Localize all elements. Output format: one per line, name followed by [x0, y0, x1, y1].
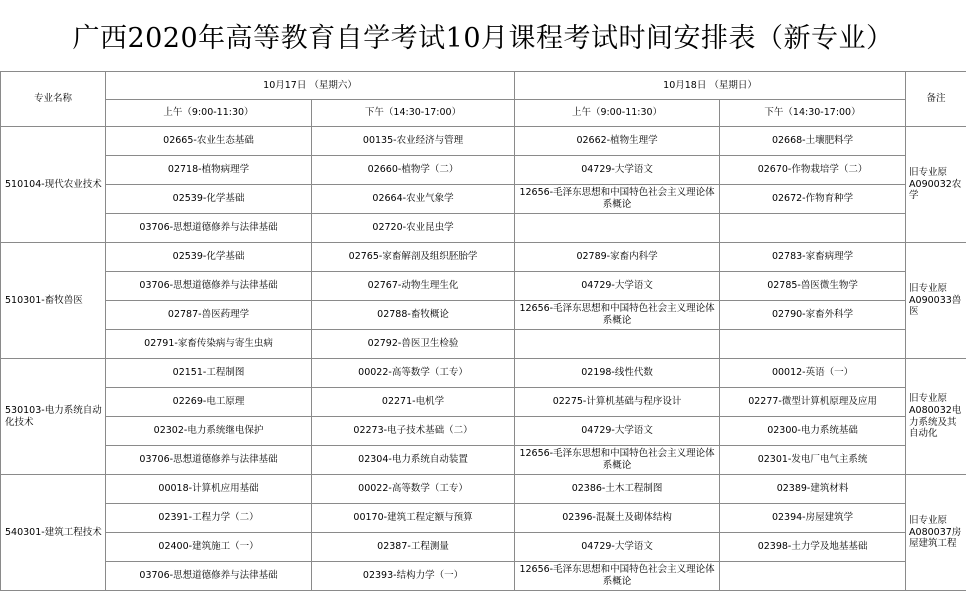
day2-am-exam: 02662-植物生理学 — [515, 127, 720, 156]
day1-am-exam: 02400-建筑施工（一） — [106, 533, 312, 562]
header-remarks: 备注 — [906, 72, 966, 127]
day2-am-exam — [515, 214, 720, 243]
page-title: 广西2020年高等教育自学考试10月课程考试时间安排表（新专业） — [72, 23, 894, 54]
major-name: 540301-建筑工程技术 — [1, 475, 106, 591]
day2-pm-exam: 02300-电力系统基础 — [720, 417, 906, 446]
day1-am-exam: 02302-电力系统继电保护 — [106, 417, 312, 446]
day2-pm-exam: 02301-发电厂电气主系统 — [720, 446, 906, 475]
day1-pm-exam: 02660-植物学（二） — [312, 156, 515, 185]
day1-pm-exam: 02664-农业气象学 — [312, 185, 515, 214]
day1-pm-exam: 02765-家畜解剖及组织胚胎学 — [312, 243, 515, 272]
day2-pm-exam: 02785-兽医微生物学 — [720, 272, 906, 301]
table-row — [1, 388, 966, 417]
day2-pm-exam: 02398-土力学及地基基础 — [720, 533, 906, 562]
day1-pm-exam: 00170-建筑工程定额与预算 — [312, 504, 515, 533]
day1-pm-exam: 02271-电机学 — [312, 388, 515, 417]
day1-pm-exam: 02393-结构力学（一） — [312, 562, 515, 591]
remarks-note: 旧专业原A090033兽医 — [906, 243, 966, 359]
day1-am-exam: 02151-工程制图 — [106, 359, 312, 388]
table-row — [1, 156, 966, 185]
day2-am-exam: 04729-大学语文 — [515, 156, 720, 185]
day1-pm-exam: 00022-高等数学（工专） — [312, 475, 515, 504]
day1-pm-exam: 02792-兽医卫生检验 — [312, 330, 515, 359]
day1-pm-exam: 02720-农业昆虫学 — [312, 214, 515, 243]
major-name: 510104-现代农业技术 — [1, 127, 106, 243]
table-row — [1, 127, 966, 156]
day1-pm-exam: 02788-畜牧概论 — [312, 301, 515, 330]
day1-pm-exam: 02767-动物生理生化 — [312, 272, 515, 301]
day2-pm-exam: 02389-建筑材料 — [720, 475, 906, 504]
day2-pm-exam — [720, 330, 906, 359]
day2-pm-exam: 02670-作物栽培学（二） — [720, 156, 906, 185]
day2-am-exam: 02396-混凝土及砌体结构 — [515, 504, 720, 533]
header-row-dates — [1, 72, 966, 100]
day1-am-exam: 02391-工程力学（二） — [106, 504, 312, 533]
day2-pm-exam — [720, 214, 906, 243]
day1-am-exam: 02787-兽医药理学 — [106, 301, 312, 330]
day2-pm-exam: 02783-家畜病理学 — [720, 243, 906, 272]
table-row — [1, 359, 966, 388]
day1-am-exam: 03706-思想道德修养与法律基础 — [106, 446, 312, 475]
table-row — [1, 330, 966, 359]
day2-pm-exam — [720, 562, 906, 591]
day1-am-exam: 02665-农业生态基础 — [106, 127, 312, 156]
day2-pm-exam: 00012-英语（一） — [720, 359, 906, 388]
day2-am-exam: 12656-毛泽东思想和中国特色社会主义理论体系概论 — [515, 562, 720, 591]
table-row — [1, 214, 966, 243]
day2-pm-exam: 02394-房屋建筑学 — [720, 504, 906, 533]
table-row — [1, 562, 966, 591]
header-day2: 10月18日 （星期日） — [515, 72, 906, 100]
header-day1-pm: 下午（14:30-17:00） — [312, 100, 515, 127]
day1-pm-exam: 02273-电子技术基础（二） — [312, 417, 515, 446]
day1-am-exam: 03706-思想道德修养与法律基础 — [106, 272, 312, 301]
table-row — [1, 475, 966, 504]
day2-am-exam: 02198-线性代数 — [515, 359, 720, 388]
header-major-name: 专业名称 — [1, 72, 106, 127]
day2-am-exam: 12656-毛泽东思想和中国特色社会主义理论体系概论 — [515, 185, 720, 214]
table-row — [1, 243, 966, 272]
header-day1: 10月17日 （星期六） — [106, 72, 515, 100]
day1-pm-exam: 00135-农业经济与管理 — [312, 127, 515, 156]
day1-am-exam: 02269-电工原理 — [106, 388, 312, 417]
table-row — [1, 417, 966, 446]
day2-am-exam — [515, 330, 720, 359]
schedule-body — [1, 72, 966, 591]
header-day2-am: 上午（9:00-11:30） — [515, 100, 720, 127]
day1-am-exam: 02539-化学基础 — [106, 243, 312, 272]
header-day1-am: 上午（9:00-11:30） — [106, 100, 312, 127]
day2-am-exam: 12656-毛泽东思想和中国特色社会主义理论体系概论 — [515, 301, 720, 330]
day2-am-exam: 02275-计算机基础与程序设计 — [515, 388, 720, 417]
remarks-note: 旧专业原A080032电力系统及其自动化 — [906, 359, 966, 475]
table-row — [1, 504, 966, 533]
day2-am-exam: 12656-毛泽东思想和中国特色社会主义理论体系概论 — [515, 446, 720, 475]
table-row — [1, 272, 966, 301]
day1-am-exam: 03706-思想道德修养与法律基础 — [106, 214, 312, 243]
major-name: 510301-畜牧兽医 — [1, 243, 106, 359]
table-row — [1, 533, 966, 562]
table-row — [1, 185, 966, 214]
header-row-periods — [1, 100, 966, 127]
day1-pm-exam: 02304-电力系统自动装置 — [312, 446, 515, 475]
day2-pm-exam: 02668-土壤肥料学 — [720, 127, 906, 156]
major-name: 530103-电力系统自动化技术 — [1, 359, 106, 475]
day2-pm-exam: 02672-作物育种学 — [720, 185, 906, 214]
remarks-note: 旧专业原A080037房屋建筑工程 — [906, 475, 966, 591]
day2-am-exam: 04729-大学语文 — [515, 533, 720, 562]
day2-am-exam: 02789-家畜内科学 — [515, 243, 720, 272]
day1-am-exam: 02718-植物病理学 — [106, 156, 312, 185]
day1-pm-exam: 00022-高等数学（工专） — [312, 359, 515, 388]
remarks-note: 旧专业原A090032农学 — [906, 127, 966, 243]
day1-am-exam: 02791-家畜传染病与寄生虫病 — [106, 330, 312, 359]
day2-pm-exam: 02790-家畜外科学 — [720, 301, 906, 330]
schedule-table — [0, 71, 966, 591]
day1-am-exam: 03706-思想道德修养与法律基础 — [106, 562, 312, 591]
day2-pm-exam: 02277-微型计算机原理及应用 — [720, 388, 906, 417]
day1-am-exam: 00018-计算机应用基础 — [106, 475, 312, 504]
day1-pm-exam: 02387-工程测量 — [312, 533, 515, 562]
table-row — [1, 301, 966, 330]
day1-am-exam: 02539-化学基础 — [106, 185, 312, 214]
table-row — [1, 446, 966, 475]
day2-am-exam: 04729-大学语文 — [515, 417, 720, 446]
header-day2-pm: 下午（14:30-17:00） — [720, 100, 906, 127]
day2-am-exam: 04729-大学语文 — [515, 272, 720, 301]
day2-am-exam: 02386-土木工程制图 — [515, 475, 720, 504]
